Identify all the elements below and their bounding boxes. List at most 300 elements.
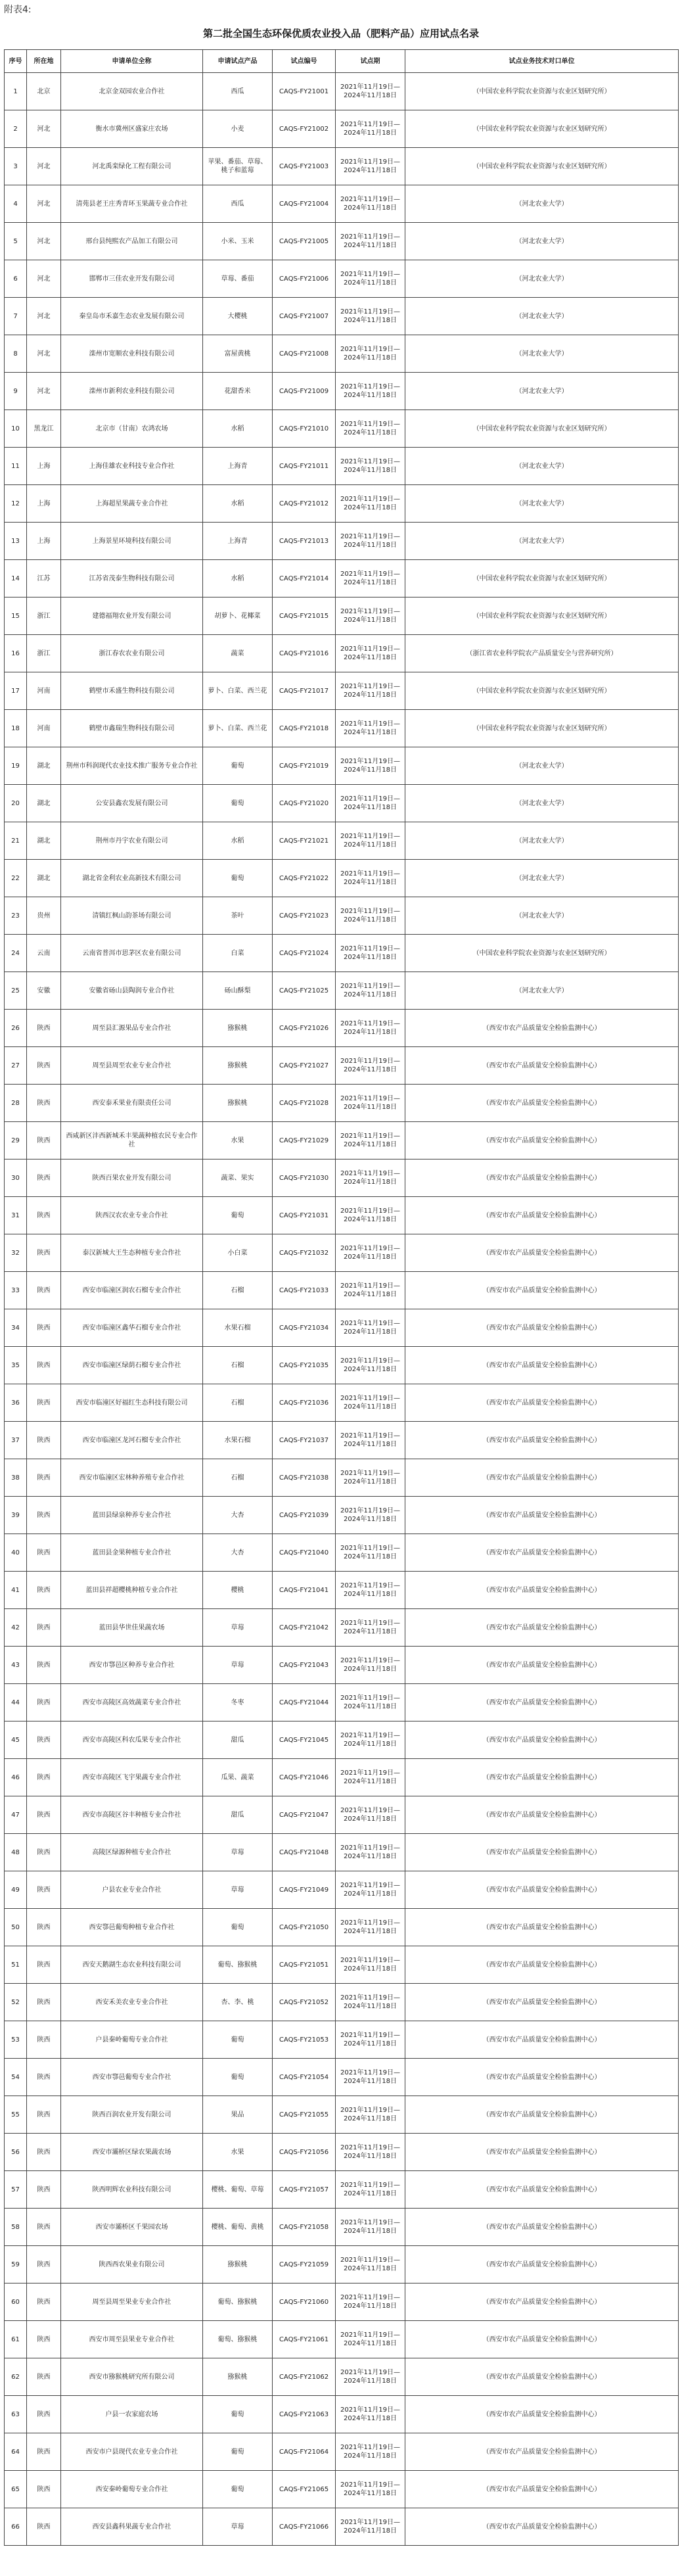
cell-region: 陕西 xyxy=(27,1946,61,1984)
cell-org: （西安市农产品质量安全检验监测中心） xyxy=(405,1796,679,1834)
col-header-unit: 申请单位全称 xyxy=(61,50,203,73)
cell-region: 陕西 xyxy=(27,2134,61,2171)
cell-code: CAQS-FY21004 xyxy=(273,185,336,223)
cell-org: （西安市农产品质量安全检验监测中心） xyxy=(405,1497,679,1534)
document-title: 第二批全国生态环保优质农业投入品（肥料产品）应用试点名录 xyxy=(202,28,479,39)
cell-period: 2021年11月19日—2024年11月18日 xyxy=(336,523,405,560)
cell-no: 32 xyxy=(5,1234,27,1272)
cell-org: （西安市农产品质量安全检验监测中心） xyxy=(405,1909,679,1946)
table-header-row xyxy=(5,50,679,73)
cell-product: 砀山酥梨 xyxy=(203,972,273,1010)
table-row xyxy=(5,2283,679,2321)
cell-code: CAQS-FY21014 xyxy=(273,560,336,597)
cell-region: 上海 xyxy=(27,448,61,485)
table-row xyxy=(5,1159,679,1197)
cell-region: 江苏 xyxy=(27,560,61,597)
cell-region: 陕西 xyxy=(27,1234,61,1272)
cell-code: CAQS-FY21024 xyxy=(273,935,336,972)
cell-org: （西安市农产品质量安全检验监测中心） xyxy=(405,2021,679,2059)
cell-unit: 西安禾美农业专业合作社 xyxy=(61,1984,203,2021)
cell-region: 河北 xyxy=(27,373,61,410)
cell-org: （河北农业大学） xyxy=(405,860,679,897)
table-row xyxy=(5,1647,679,1684)
cell-no: 7 xyxy=(5,298,27,335)
cell-period: 2021年11月19日—2024年11月18日 xyxy=(336,1010,405,1047)
cell-unit: 江苏省茂泰生物科技有限公司 xyxy=(61,560,203,597)
cell-period: 2021年11月19日—2024年11月18日 xyxy=(336,1422,405,1459)
cell-org: （西安市农产品质量安全检验监测中心） xyxy=(405,1534,679,1572)
cell-unit: 蓝田县华世佳果蔬农场 xyxy=(61,1609,203,1647)
cell-period: 2021年11月19日—2024年11月18日 xyxy=(336,148,405,185)
cell-product: 大樱桃 xyxy=(203,298,273,335)
cell-product: 草莓 xyxy=(203,2508,273,2546)
cell-org: （西安市农产品质量安全检验监测中心） xyxy=(405,1272,679,1309)
cell-product: 蔬菜 xyxy=(203,635,273,672)
cell-period: 2021年11月19日—2024年11月18日 xyxy=(336,747,405,785)
cell-org: （浙江省农业科学院农产品质量安全与营养研究所） xyxy=(405,635,679,672)
cell-unit: 秦皇岛市禾嘉生态农业发展有限公司 xyxy=(61,298,203,335)
cell-no: 35 xyxy=(5,1347,27,1384)
table-row xyxy=(5,1459,679,1497)
table-row xyxy=(5,485,679,523)
table-row xyxy=(5,523,679,560)
cell-no: 40 xyxy=(5,1534,27,1572)
cell-region: 陕西 xyxy=(27,2396,61,2433)
cell-period: 2021年11月19日—2024年11月18日 xyxy=(336,1834,405,1871)
cell-no: 55 xyxy=(5,2096,27,2134)
cell-org: （西安市农产品质量安全检验监测中心） xyxy=(405,1684,679,1721)
cell-product: 葡萄 xyxy=(203,785,273,822)
cell-period: 2021年11月19日—2024年11月18日 xyxy=(336,448,405,485)
cell-org: （西安市农产品质量安全检验监测中心） xyxy=(405,1047,679,1085)
cell-period: 2021年11月19日—2024年11月18日 xyxy=(336,560,405,597)
col-header-code: 试点编号 xyxy=(273,50,336,73)
cell-no: 14 xyxy=(5,560,27,597)
cell-no: 24 xyxy=(5,935,27,972)
cell-org: （河北农业大学） xyxy=(405,822,679,860)
cell-no: 66 xyxy=(5,2508,27,2546)
table-row xyxy=(5,185,679,223)
cell-product: 小米、玉米 xyxy=(203,223,273,260)
cell-region: 湖北 xyxy=(27,860,61,897)
table-row xyxy=(5,1384,679,1422)
cell-unit: 北京金双园农业合作社 xyxy=(61,73,203,110)
cell-product: 胡萝卜、花椰菜 xyxy=(203,597,273,635)
cell-unit: 西安市高陵区科农瓜果专业合作社 xyxy=(61,1721,203,1759)
cell-region: 湖北 xyxy=(27,747,61,785)
cell-region: 陕西 xyxy=(27,2246,61,2283)
cell-org: （河北农业大学） xyxy=(405,185,679,223)
cell-no: 43 xyxy=(5,1647,27,1684)
table-row xyxy=(5,1309,679,1347)
cell-period: 2021年11月19日—2024年11月18日 xyxy=(336,972,405,1010)
cell-period: 2021年11月19日—2024年11月18日 xyxy=(336,1684,405,1721)
cell-org: （中国农业科学院农业资源与农业区划研究所） xyxy=(405,710,679,747)
cell-unit: 高陵区绿源种植专业合作社 xyxy=(61,1834,203,1871)
cell-period: 2021年11月19日—2024年11月18日 xyxy=(336,597,405,635)
cell-no: 11 xyxy=(5,448,27,485)
cell-region: 陕西 xyxy=(27,1384,61,1422)
cell-org: （中国农业科学院农业资源与农业区划研究所） xyxy=(405,935,679,972)
cell-product: 樱桃、葡萄、黄桃 xyxy=(203,2209,273,2246)
cell-no: 6 xyxy=(5,260,27,298)
cell-org: （西安市农产品质量安全检验监测中心） xyxy=(405,1197,679,1234)
cell-code: CAQS-FY21028 xyxy=(273,1085,336,1122)
cell-no: 23 xyxy=(5,897,27,935)
cell-org: （西安市农产品质量安全检验监测中心） xyxy=(405,1085,679,1122)
table-row xyxy=(5,1197,679,1234)
cell-no: 16 xyxy=(5,635,27,672)
cell-product: 上海青 xyxy=(203,523,273,560)
cell-region: 陕西 xyxy=(27,1197,61,1234)
cell-region: 浙江 xyxy=(27,635,61,672)
table-row xyxy=(5,710,679,747)
cell-no: 57 xyxy=(5,2171,27,2209)
table-row xyxy=(5,2171,679,2209)
cell-period: 2021年11月19日—2024年11月18日 xyxy=(336,1909,405,1946)
cell-org: （河北农业大学） xyxy=(405,335,679,373)
cell-unit: 安徽省砀山县陶润专业合作社 xyxy=(61,972,203,1010)
cell-period: 2021年11月19日—2024年11月18日 xyxy=(336,1384,405,1422)
cell-region: 黑龙江 xyxy=(27,410,61,448)
cell-org: （西安市农产品质量安全检验监测中心） xyxy=(405,1384,679,1422)
cell-org: （河北农业大学） xyxy=(405,897,679,935)
cell-code: CAQS-FY21030 xyxy=(273,1159,336,1197)
cell-region: 陕西 xyxy=(27,1534,61,1572)
cell-unit: 建德福翔农业开发有限公司 xyxy=(61,597,203,635)
table-row xyxy=(5,2358,679,2396)
cell-no: 5 xyxy=(5,223,27,260)
table-row xyxy=(5,597,679,635)
cell-region: 陕西 xyxy=(27,2171,61,2209)
cell-no: 3 xyxy=(5,148,27,185)
cell-period: 2021年11月19日—2024年11月18日 xyxy=(336,2433,405,2471)
cell-unit: 周至县周至果业专业合作社 xyxy=(61,2283,203,2321)
cell-no: 58 xyxy=(5,2209,27,2246)
cell-region: 陕西 xyxy=(27,2358,61,2396)
cell-region: 河北 xyxy=(27,298,61,335)
cell-org: （西安市农产品质量安全检验监测中心） xyxy=(405,1122,679,1159)
cell-unit: 荆州市丹宇农业有限公司 xyxy=(61,822,203,860)
cell-unit: 上海景星环境科技有限公司 xyxy=(61,523,203,560)
table-row xyxy=(5,260,679,298)
cell-code: CAQS-FY21055 xyxy=(273,2096,336,2134)
cell-code: CAQS-FY21059 xyxy=(273,2246,336,2283)
cell-unit: 西安鄠邑葡萄种植专业合作社 xyxy=(61,1909,203,1946)
cell-no: 39 xyxy=(5,1497,27,1534)
cell-product: 石榴 xyxy=(203,1347,273,1384)
cell-region: 河北 xyxy=(27,260,61,298)
cell-product: 苹果、番茄、草莓、桃子和蓝莓 xyxy=(203,148,273,185)
cell-region: 陕西 xyxy=(27,1721,61,1759)
cell-product: 猕猴桃 xyxy=(203,1085,273,1122)
table-row xyxy=(5,2321,679,2358)
cell-code: CAQS-FY21040 xyxy=(273,1534,336,1572)
table-row xyxy=(5,2059,679,2096)
cell-code: CAQS-FY21054 xyxy=(273,2059,336,2096)
cell-period: 2021年11月19日—2024年11月18日 xyxy=(336,710,405,747)
cell-unit: 周至县汇源果品专业合作社 xyxy=(61,1010,203,1047)
table-row xyxy=(5,1834,679,1871)
cell-product: 西瓜 xyxy=(203,73,273,110)
cell-product: 草莓 xyxy=(203,1834,273,1871)
cell-no: 1 xyxy=(5,73,27,110)
cell-period: 2021年11月19日—2024年11月18日 xyxy=(336,223,405,260)
cell-region: 河北 xyxy=(27,148,61,185)
cell-code: CAQS-FY21016 xyxy=(273,635,336,672)
cell-org: （西安市农产品质量安全检验监测中心） xyxy=(405,2321,679,2358)
table-row xyxy=(5,860,679,897)
cell-product: 葡萄、猕猴桃 xyxy=(203,1946,273,1984)
cell-region: 陕西 xyxy=(27,2021,61,2059)
cell-unit: 西安市高陵区谷丰种植专业合作社 xyxy=(61,1796,203,1834)
cell-org: （西安市农产品质量安全检验监测中心） xyxy=(405,2396,679,2433)
cell-no: 49 xyxy=(5,1871,27,1909)
cell-org: （西安市农产品质量安全检验监测中心） xyxy=(405,2358,679,2396)
cell-org: （河北农业大学） xyxy=(405,785,679,822)
cell-no: 19 xyxy=(5,747,27,785)
cell-period: 2021年11月19日—2024年11月18日 xyxy=(336,635,405,672)
cell-org: （西安市农产品质量安全检验监测中心） xyxy=(405,2471,679,2508)
cell-product: 草莓、番茄 xyxy=(203,260,273,298)
cell-no: 29 xyxy=(5,1122,27,1159)
cell-code: CAQS-FY21019 xyxy=(273,747,336,785)
table-row xyxy=(5,2471,679,2508)
cell-period: 2021年11月19日—2024年11月18日 xyxy=(336,2358,405,2396)
table-row xyxy=(5,223,679,260)
cell-product: 水稻 xyxy=(203,822,273,860)
cell-no: 18 xyxy=(5,710,27,747)
cell-org: （西安市农产品质量安全检验监测中心） xyxy=(405,1159,679,1197)
cell-no: 9 xyxy=(5,373,27,410)
cell-period: 2021年11月19日—2024年11月18日 xyxy=(336,485,405,523)
cell-region: 陕西 xyxy=(27,1609,61,1647)
table-row xyxy=(5,335,679,373)
cell-region: 陕西 xyxy=(27,1647,61,1684)
table-row xyxy=(5,110,679,148)
cell-org: （西安市农产品质量安全检验监测中心） xyxy=(405,2059,679,2096)
cell-no: 31 xyxy=(5,1197,27,1234)
cell-no: 2 xyxy=(5,110,27,148)
cell-no: 44 xyxy=(5,1684,27,1721)
cell-region: 陕西 xyxy=(27,1572,61,1609)
cell-period: 2021年11月19日—2024年11月18日 xyxy=(336,1197,405,1234)
cell-unit: 滦州市新利农业科技有限公司 xyxy=(61,373,203,410)
cell-period: 2021年11月19日—2024年11月18日 xyxy=(336,1871,405,1909)
cell-code: CAQS-FY21066 xyxy=(273,2508,336,2546)
cell-region: 浙江 xyxy=(27,597,61,635)
cell-product: 花甜香米 xyxy=(203,373,273,410)
cell-product: 石榴 xyxy=(203,1384,273,1422)
cell-org: （中国农业科学院农业资源与农业区划研究所） xyxy=(405,410,679,448)
cell-unit: 西安秦岭葡萄专业合作社 xyxy=(61,2471,203,2508)
cell-region: 陕西 xyxy=(27,1871,61,1909)
cell-org: （西安市农产品质量安全检验监测中心） xyxy=(405,2246,679,2283)
cell-org: （西安市农产品质量安全检验监测中心） xyxy=(405,1234,679,1272)
cell-org: （中国农业科学院农业资源与农业区划研究所） xyxy=(405,110,679,148)
cell-code: CAQS-FY21034 xyxy=(273,1309,336,1347)
cell-period: 2021年11月19日—2024年11月18日 xyxy=(336,1609,405,1647)
cell-period: 2021年11月19日—2024年11月18日 xyxy=(336,2171,405,2209)
table-row xyxy=(5,1234,679,1272)
cell-period: 2021年11月19日—2024年11月18日 xyxy=(336,1309,405,1347)
cell-product: 樱桃、葡萄、草莓 xyxy=(203,2171,273,2209)
cell-product: 小麦 xyxy=(203,110,273,148)
cell-no: 54 xyxy=(5,2059,27,2096)
cell-region: 陕西 xyxy=(27,2321,61,2358)
cell-period: 2021年11月19日—2024年11月18日 xyxy=(336,2021,405,2059)
cell-product: 水果 xyxy=(203,2134,273,2171)
cell-unit: 户县一农家庭农场 xyxy=(61,2396,203,2433)
cell-unit: 公安县鑫农发展有限公司 xyxy=(61,785,203,822)
cell-no: 37 xyxy=(5,1422,27,1459)
cell-code: CAQS-FY21052 xyxy=(273,1984,336,2021)
cell-period: 2021年11月19日—2024年11月18日 xyxy=(336,1759,405,1796)
cell-code: CAQS-FY21063 xyxy=(273,2396,336,2433)
cell-unit: 衡水市冀州区盛家庄农场 xyxy=(61,110,203,148)
pilot-list-table xyxy=(4,49,679,2546)
cell-unit: 西安市灞桥区千果园农场 xyxy=(61,2209,203,2246)
cell-code: CAQS-FY21027 xyxy=(273,1047,336,1085)
cell-code: CAQS-FY21045 xyxy=(273,1721,336,1759)
cell-code: CAQS-FY21026 xyxy=(273,1010,336,1047)
cell-period: 2021年11月19日—2024年11月18日 xyxy=(336,1347,405,1384)
cell-region: 陕西 xyxy=(27,1497,61,1534)
cell-region: 贵州 xyxy=(27,897,61,935)
cell-period: 2021年11月19日—2024年11月18日 xyxy=(336,185,405,223)
cell-period: 2021年11月19日—2024年11月18日 xyxy=(336,1047,405,1085)
cell-region: 陕西 xyxy=(27,1984,61,2021)
cell-org: （西安市农产品质量安全检验监测中心） xyxy=(405,2096,679,2134)
cell-region: 陕西 xyxy=(27,1347,61,1384)
cell-region: 河北 xyxy=(27,185,61,223)
cell-unit: 西安市猕猴桃研究所有限公司 xyxy=(61,2358,203,2396)
cell-product: 水稻 xyxy=(203,410,273,448)
cell-no: 50 xyxy=(5,1909,27,1946)
cell-no: 56 xyxy=(5,2134,27,2171)
table-row xyxy=(5,410,679,448)
cell-product: 草莓 xyxy=(203,1871,273,1909)
cell-code: CAQS-FY21041 xyxy=(273,1572,336,1609)
cell-region: 陕西 xyxy=(27,1309,61,1347)
cell-region: 云南 xyxy=(27,935,61,972)
cell-no: 45 xyxy=(5,1721,27,1759)
cell-period: 2021年11月19日—2024年11月18日 xyxy=(336,298,405,335)
cell-unit: 西安市临潼区润农石榴专业合作社 xyxy=(61,1272,203,1309)
col-header-period: 试点期 xyxy=(336,50,405,73)
cell-product: 水果石榴 xyxy=(203,1422,273,1459)
cell-org: （西安市农产品质量安全检验监测中心） xyxy=(405,1984,679,2021)
cell-no: 64 xyxy=(5,2433,27,2471)
cell-org: （西安市农产品质量安全检验监测中心） xyxy=(405,1871,679,1909)
cell-unit: 河北禹栾绿化工程有限公司 xyxy=(61,148,203,185)
cell-product: 水稻 xyxy=(203,560,273,597)
cell-unit: 上海佳雄农业科技专业合作社 xyxy=(61,448,203,485)
table-row xyxy=(5,2433,679,2471)
cell-org: （中国农业科学院农业资源与农业区划研究所） xyxy=(405,73,679,110)
cell-unit: 滦州市宽顺农业科技有限公司 xyxy=(61,335,203,373)
cell-product: 杏、李、桃 xyxy=(203,1984,273,2021)
cell-code: CAQS-FY21007 xyxy=(273,298,336,335)
cell-no: 48 xyxy=(5,1834,27,1871)
cell-period: 2021年11月19日—2024年11月18日 xyxy=(336,1497,405,1534)
cell-period: 2021年11月19日—2024年11月18日 xyxy=(336,410,405,448)
cell-unit: 周至县周至农业专业合作社 xyxy=(61,1047,203,1085)
cell-org: （西安市农产品质量安全检验监测中心） xyxy=(405,1459,679,1497)
cell-unit: 鹤壁市鑫瑞生物科技有限公司 xyxy=(61,710,203,747)
cell-product: 大杏 xyxy=(203,1534,273,1572)
table-row xyxy=(5,298,679,335)
table-row xyxy=(5,560,679,597)
cell-region: 陕西 xyxy=(27,1684,61,1721)
table-row xyxy=(5,1759,679,1796)
cell-unit: 西安市灞桥区绿农果蔬农场 xyxy=(61,2134,203,2171)
cell-period: 2021年11月19日—2024年11月18日 xyxy=(336,1796,405,1834)
table-row xyxy=(5,1422,679,1459)
cell-code: CAQS-FY21056 xyxy=(273,2134,336,2171)
cell-no: 34 xyxy=(5,1309,27,1347)
cell-code: CAQS-FY21022 xyxy=(273,860,336,897)
cell-period: 2021年11月19日—2024年11月18日 xyxy=(336,1085,405,1122)
cell-product: 萝卜、白菜、西兰花 xyxy=(203,710,273,747)
table-row xyxy=(5,148,679,185)
cell-unit: 西安市临潼区好福红生态科技有限公司 xyxy=(61,1384,203,1422)
cell-code: CAQS-FY21009 xyxy=(273,373,336,410)
cell-product: 上海青 xyxy=(203,448,273,485)
table-row xyxy=(5,1534,679,1572)
cell-region: 陕西 xyxy=(27,1122,61,1159)
cell-code: CAQS-FY21048 xyxy=(273,1834,336,1871)
cell-period: 2021年11月19日—2024年11月18日 xyxy=(336,2283,405,2321)
cell-product: 大杏 xyxy=(203,1497,273,1534)
cell-code: CAQS-FY21021 xyxy=(273,822,336,860)
table-row xyxy=(5,897,679,935)
cell-no: 17 xyxy=(5,672,27,710)
cell-product: 葡萄 xyxy=(203,2471,273,2508)
cell-region: 陕西 xyxy=(27,1159,61,1197)
cell-product: 水果 xyxy=(203,1122,273,1159)
cell-product: 葡萄 xyxy=(203,860,273,897)
cell-region: 陕西 xyxy=(27,1759,61,1796)
cell-org: （西安市农产品质量安全检验监测中心） xyxy=(405,1347,679,1384)
attachment-label: 附表4: xyxy=(4,5,32,15)
cell-org: （河北农业大学） xyxy=(405,298,679,335)
cell-product: 猕猴桃 xyxy=(203,1010,273,1047)
table-row xyxy=(5,1684,679,1721)
cell-period: 2021年11月19日—2024年11月18日 xyxy=(336,1234,405,1272)
cell-period: 2021年11月19日—2024年11月18日 xyxy=(336,1122,405,1159)
cell-unit: 陕西西农果业有限公司 xyxy=(61,2246,203,2283)
cell-org: （河北农业大学） xyxy=(405,260,679,298)
cell-unit: 上海超星果蔬专业合作社 xyxy=(61,485,203,523)
cell-product: 草莓 xyxy=(203,1647,273,1684)
cell-code: CAQS-FY21062 xyxy=(273,2358,336,2396)
cell-no: 22 xyxy=(5,860,27,897)
cell-no: 13 xyxy=(5,523,27,560)
cell-no: 61 xyxy=(5,2321,27,2358)
cell-product: 葡萄 xyxy=(203,747,273,785)
cell-code: CAQS-FY21002 xyxy=(273,110,336,148)
cell-product: 猕猴桃 xyxy=(203,1047,273,1085)
cell-period: 2021年11月19日—2024年11月18日 xyxy=(336,2246,405,2283)
table-row xyxy=(5,1609,679,1647)
cell-org: （河北农业大学） xyxy=(405,448,679,485)
table-row xyxy=(5,2134,679,2171)
cell-no: 51 xyxy=(5,1946,27,1984)
cell-region: 北京 xyxy=(27,73,61,110)
cell-org: （河北农业大学） xyxy=(405,523,679,560)
cell-period: 2021年11月19日—2024年11月18日 xyxy=(336,2321,405,2358)
